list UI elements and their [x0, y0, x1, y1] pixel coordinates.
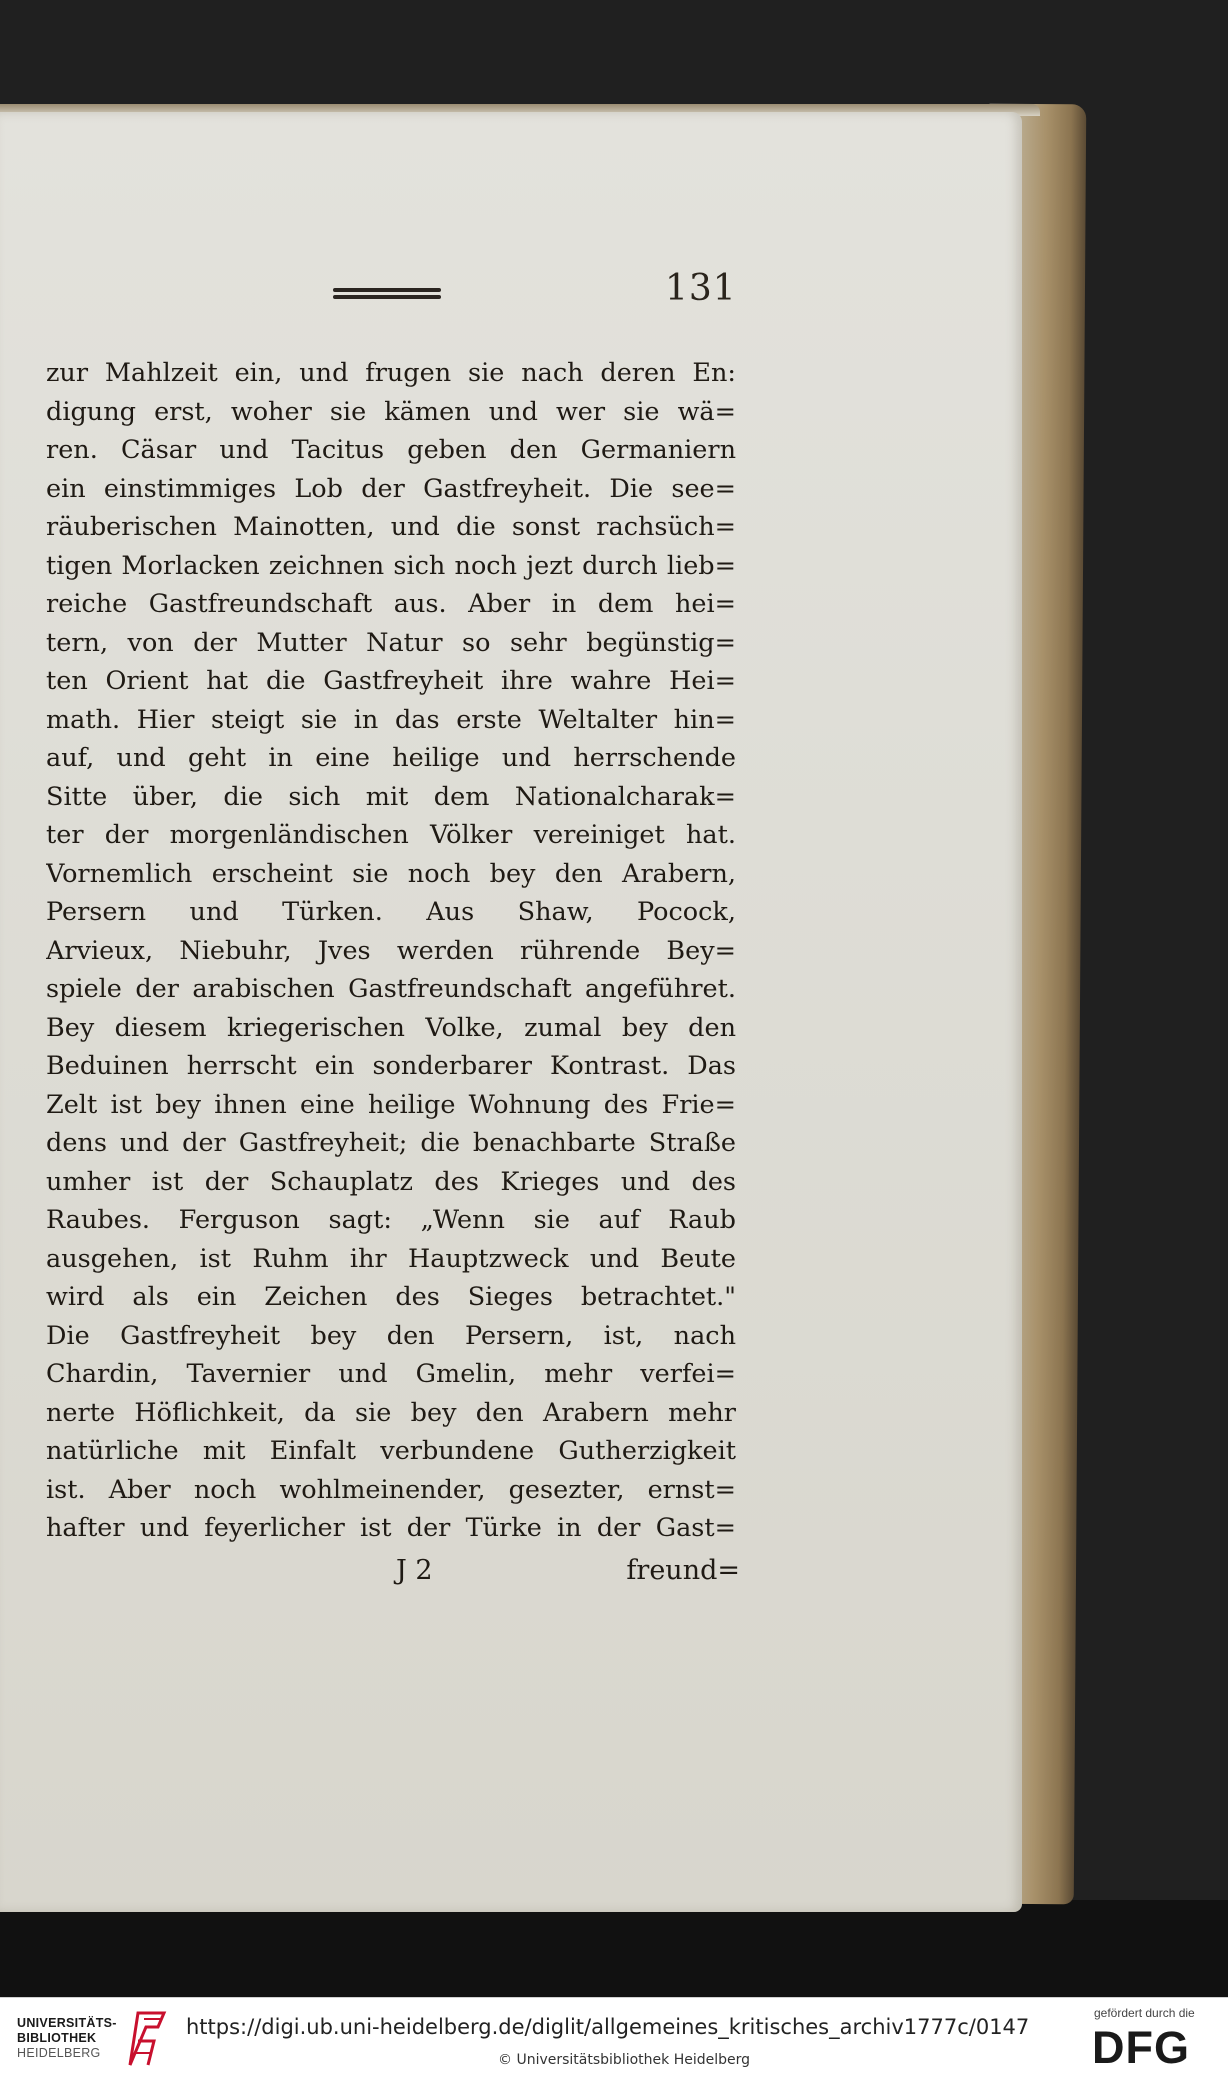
library-footer-bar	[0, 1997, 1228, 2085]
text-line: Zelt ist bey ihnen eine heilige Wohnung des Frie=	[46, 1089, 736, 1120]
text-line: digung erst, woher sie kämen und wer sie wä=	[46, 396, 736, 427]
text-line: ren. Cäsar und Tacitus geben den Germaniern	[46, 435, 736, 465]
text-line: hafter und feyerlicher ist der Türke in der Gast=	[46, 1513, 736, 1543]
text-line: Die Gastfreyheit bey den Persern, ist, nach	[46, 1320, 736, 1351]
text-line: Arvieux, Niebuhr, Jves werden rührende Bey=	[46, 935, 736, 966]
library-line-3: HEIDELBERG	[17, 2046, 101, 2060]
text-line: dens und der Gastfreyheit; die benachbarte Straße	[46, 1128, 736, 1158]
copyright-text: © Universitätsbibliothek Heidelberg	[498, 2052, 751, 2068]
text-line: Beduinen herrscht ein sonderbarer Kontrast. Das	[46, 1051, 736, 1081]
text-line: zur Mahlzeit ein, und frugen sie nach deren En:	[46, 358, 736, 388]
text-line: Chardin, Tavernier und Gmelin, mehr verfei=	[46, 1359, 736, 1389]
text-line: ein einstimmiges Lob der Gastfreyheit. Die see=	[46, 473, 736, 504]
text-line: tigen Morlacken zeichnen sich noch jezt durch lieb=	[46, 550, 736, 581]
text-line: räuberischen Mainotten, und die sonst rachsüch=	[46, 512, 736, 542]
funding-caption: gefördert durch die	[1094, 2006, 1195, 2020]
catchword: freund=	[626, 1555, 740, 1586]
text-line: Vornemlich erscheint sie noch bey den Arabern,	[46, 858, 736, 889]
page-number: 131	[665, 268, 737, 309]
text-line: reiche Gastfreundschaft aus. Aber in dem hei=	[46, 589, 736, 619]
library-logo-text[interactable]	[17, 2016, 117, 2061]
permalink-url[interactable]: https://digi.ub.uni-heidelberg.de/diglit/allgemeines_kritisches_archiv1777c/0147	[186, 2015, 1030, 2039]
page-footer-line	[396, 1555, 740, 1586]
dfg-logo[interactable]: DFG	[1092, 2022, 1190, 2073]
text-line: Raubes. Ferguson sagt: „Wenn sie auf Raub	[46, 1205, 736, 1235]
text-line: Sitte über, die sich mit dem Nationalcharak=	[46, 781, 736, 812]
text-line: umher ist der Schauplatz des Krieges und des	[46, 1166, 736, 1197]
text-line: auf, und geht in eine heilige und herrschende	[46, 743, 736, 773]
scan-shadow	[0, 1900, 1228, 1997]
body-text	[46, 354, 736, 1548]
text-line: math. Hier steigt sie in das erste Weltalter hin=	[46, 704, 736, 735]
text-line: ten Orient hat die Gastfreyheit ihre wahre Hei=	[46, 666, 736, 696]
text-line: ter der morgenländischen Völker vereiniget hat.	[46, 820, 736, 850]
header-rule	[333, 288, 441, 302]
library-line-2: BIBLIOTHEK	[17, 2031, 97, 2045]
text-line: ist. Aber noch wohlmeinender, gesezter, ernst=	[46, 1474, 736, 1505]
text-line: Persern und Türken. Aus Shaw, Pocock,	[46, 897, 736, 927]
text-line: nerte Höflichkeit, da sie bey den Arabern mehr	[46, 1397, 736, 1428]
text-line: Bey diesem kriegerischen Volke, zumal bey den	[46, 1012, 736, 1043]
text-line: natürliche mit Einfalt verbundene Gutherzigkeit	[46, 1436, 736, 1466]
signature-mark: J 2	[396, 1555, 433, 1586]
text-line: wird als ein Zeichen des Sieges betrachtet."	[46, 1282, 736, 1312]
text-line: ausgehen, ist Ruhm ihr Hauptzweck und Beute	[46, 1243, 736, 1274]
library-line-1: UNIVERSITÄTS-	[17, 2016, 117, 2030]
text-line: spiele der arabischen Gastfreundschaft angeführet.	[46, 974, 736, 1004]
text-line: tern, von der Mutter Natur so sehr begünstig=	[46, 627, 736, 658]
library-logo-icon[interactable]	[124, 2007, 172, 2069]
